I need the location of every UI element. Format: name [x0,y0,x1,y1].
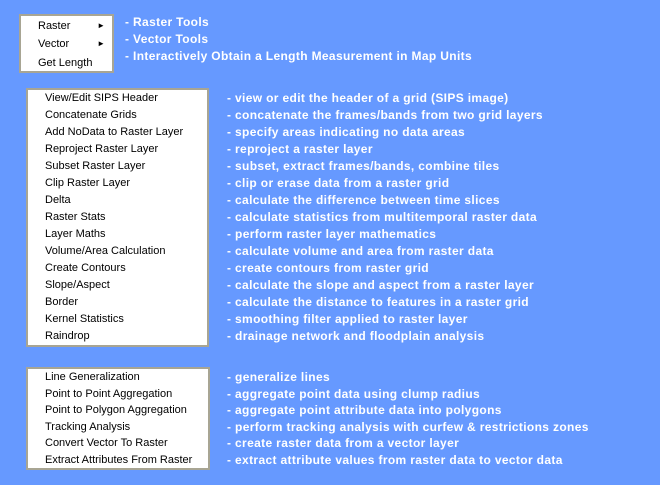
menu-item-description: - generalize lines [227,370,331,384]
menu-item-description: - calculate the slope and aspect from a raster layer [227,278,534,292]
submenu-arrow-icon: ► [97,21,105,31]
menu-item-convert-vector-to-raster[interactable] [28,435,208,452]
menu-item-description: - subset, extract frames/bands, combine tiles [227,159,500,173]
menu-item-label: Tracking Analysis [45,420,131,433]
menu-item-description: - view or edit the header of a grid (SIPS image) [227,91,509,105]
menu-item-description: - create contours from raster grid [227,261,429,275]
submenu-arrow-icon: ► [97,39,105,49]
menu-item-border[interactable] [28,294,207,311]
menu-item-line-generalization[interactable] [28,369,208,386]
menu-item-volume-area-calculation[interactable] [28,243,207,260]
main-menu-popup [19,14,114,73]
menu-item-clip-raster-layer[interactable] [28,175,207,192]
menu-item-point-to-point-aggregation[interactable] [28,386,208,403]
menu-item-label: Slope/Aspect [45,279,110,291]
menu-item-description: - aggregate point data using clump radius [227,386,481,401]
menu-item-tracking-analysis[interactable] [28,419,208,436]
menu-item-label: Add NoData to Raster Layer [45,126,184,138]
menu-item-description: - specify areas indicating no data areas [227,125,466,139]
menu-item-description: - Raster Tools [125,15,210,29]
menu-item-description: - extract attribute values from raster data to vector data [227,452,563,467]
menu-item-label: Clip Raster Layer [45,177,130,189]
menu-item-label: Line Generalization [45,371,140,383]
menu-item-description: - reproject a raster layer [227,142,373,156]
menu-item-label: Layer Maths [45,228,106,240]
menu-item-label: Reproject Raster Layer [45,143,159,155]
menu-item-vector[interactable] [21,35,112,53]
menu-item-label: Get Length [38,56,93,69]
raster-tools-popup [26,88,209,347]
menu-item-get-length[interactable] [21,54,112,72]
menu-item-add-nodata-to-raster-layer[interactable] [28,124,207,141]
menu-item-create-contours[interactable] [28,260,207,277]
menu-item-delta[interactable] [28,192,207,209]
menu-item-description: - concatenate the frames/bands from two grid layers [227,108,543,122]
menu-item-raster[interactable] [21,17,112,35]
main-menu-descriptions [125,14,472,65]
menu-item-label: Raster Stats [45,211,106,223]
menu-item-label: Kernel Statistics [45,313,124,325]
menu-item-reproject-raster-layer[interactable] [28,141,207,158]
menu-item-label: View/Edit SIPS Header [45,92,158,104]
menu-item-description: - calculate the difference between time slices [227,193,500,207]
menu-item-label: Create Contours [45,262,126,274]
menu-item-label: Extract Attributes From Raster [45,453,193,466]
menu-item-label: Delta [45,194,71,206]
menu-item-label: Volume/Area Calculation [45,245,166,257]
menu-item-label: Point to Point Aggregation [45,387,173,400]
menu-item-label: Vector [38,38,70,51]
menu-item-label: Convert Vector To Raster [45,437,168,449]
menu-item-point-to-polygon-aggregation[interactable] [28,402,208,419]
menu-item-raster-stats[interactable] [28,209,207,226]
menu-item-extract-attributes-from-raster[interactable] [28,452,208,469]
menu-item-label: Border [45,296,79,308]
menu-item-description: - smoothing filter applied to raster layer [227,312,468,326]
menu-item-view-edit-sips-header[interactable] [28,90,207,107]
menu-item-label: Concatenate Grids [45,109,137,121]
menu-item-description: - calculate statistics from multitemporal raster data [227,210,537,224]
menu-item-description: - calculate volume and area from raster data [227,244,494,258]
raster-tools-descriptions [227,90,543,345]
menu-item-description: - Vector Tools [125,32,209,46]
menu-item-label: Point to Polygon Aggregation [45,404,187,416]
menu-item-description: - aggregate point attribute data into polygons [227,403,502,418]
menu-item-subset-raster-layer[interactable] [28,158,207,175]
menu-item-description: - Interactively Obtain a Length Measurement in Map Units [125,49,472,63]
menu-item-kernel-statistics[interactable] [28,311,207,328]
menu-item-description: - perform raster layer mathematics [227,227,437,241]
vector-tools-popup [26,367,210,470]
menu-item-concatenate-grids[interactable] [28,107,207,124]
menu-item-description: - calculate the distance to features in a raster grid [227,295,529,309]
menu-item-description: - create raster data from a vector layer [227,436,460,451]
menu-item-label: Raster [38,20,71,32]
menu-item-description: - perform tracking analysis with curfew & restrictions zones [227,419,589,434]
menu-item-description: - clip or erase data from a raster grid [227,176,450,190]
menu-item-description: - drainage network and floodplain analysis [227,329,485,343]
menu-item-slope-aspect[interactable] [28,277,207,294]
menu-item-layer-maths[interactable] [28,226,207,243]
menu-item-raindrop[interactable] [28,328,207,345]
vector-tools-descriptions [227,369,589,469]
menu-item-label: Raindrop [45,330,90,342]
menu-item-label: Subset Raster Layer [45,160,146,172]
